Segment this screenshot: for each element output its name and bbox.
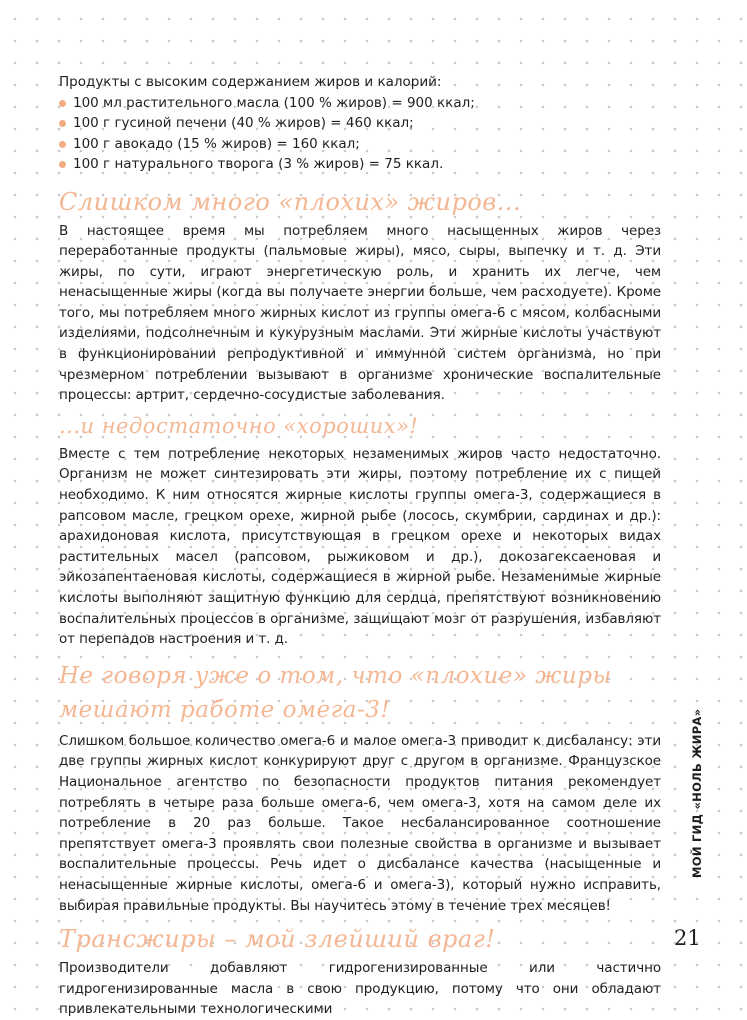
book-side-label: МОЙ ГИД «НОЛЬ ЖИРА» <box>690 708 704 878</box>
calorie-list-block <box>59 72 661 175</box>
calorie-list <box>59 93 661 175</box>
section-paragraph-good-fats: Вместе с тем потребление некоторых незаменимых жиров часто недостаточно. Организм не может синтезировать эти жиры, поэтому потребление их с пищей необходимо. К ним относятся жирные кислоты группы омега-3, содержащиеся в рапсовом масле, грецком орехе, жирной рыбе (лосось, скумбрии, сардинах и др.): арахидоновая кислота, присутствующая в грецком орехе и некоторых видах растительных масел (рапсовом, рыжиковом и др.), докозагексаеновая и эйкозапентаеновая кислоты, содержащиеся в жирной рыбе. Незаменимые жирные кислоты выполняют защитную функцию для сердца, препятствуют возникновению воспалительных процессов в организме, защищают мозг от разрушения, избавляют от перепадов настроения и т. д. <box>59 445 661 648</box>
list-item: 100 г авокадо (15 % жиров) = 160 ккал; <box>59 134 661 155</box>
section-paragraph-bad-fats: В настоящее время мы потребляем много насыщенных жиров через переработанные продукты (пальмовые жиры), мясо, сыры, выпечку и т. д. Эти жиры, по сути, играют энергетическую роль, и хранить их легче, чем ненасыщенные жиры (когда вы получаете энергии больше, чем расходуете). Кроме того, мы потребляем много жирных кислот из группы омега-6 с мясом, колбасными изделиями, подсолнечным и кукурузным маслами. Эти жирные кислоты участвуют в функционировании репродуктивной и иммунной систем организма, но при чрезмерном потреблении вызывают в организме хронические воспалительные процессы: артрит, сердечно-сосудистые заболевания. <box>59 222 661 404</box>
section-paragraph-trans-fats: Производители добавляют гидрогенизированные или частично гидрогенизированные масла в свою продукцию, потому что они обладают привлекательными технологическими <box>59 960 661 1018</box>
list-item: 100 мл растительного масла (100 % жиров) = 900 ккал; <box>59 93 661 114</box>
section-heading-bad-fats: Слишком много «плохих» жиров... <box>59 187 522 216</box>
calorie-list-lead: Продукты с высоким содержанием жиров и калорий: <box>59 74 442 90</box>
page-content <box>59 62 661 1020</box>
section-heading-good-fats: ...и недостаточно «хороших»! <box>59 413 419 438</box>
page-number: 21 <box>674 926 701 950</box>
section-heading-trans-fats: Трансжиры – мой злейший враг! <box>59 925 496 954</box>
section-heading-omega3: Не говоря уже о том, что «плохие» жиры мешают работе омега-3! <box>59 662 612 723</box>
list-item: 100 г натурального творога (3 % жиров) = 75 ккал. <box>59 154 661 175</box>
list-item: 100 г гусиной печени (40 % жиров) = 460 ккал; <box>59 113 661 134</box>
section-paragraph-omega3: Слишком большое количество омега-6 и малое омега-3 приводит к дисбалансу: эти две группы жирных кислот конкурируют друг с другом в организме. Французское Национальное агентство по безопасности продуктов питания рекомендует потреблять в четыре раза больше омега-6, чем омега-3, хотя на самом деле их потребление в 20 раз больше. Такое несбалансированное соотношение препятствует омега-3 проявлять свои полезные свойства в организме и вызывает воспалительные процессы. Речь идет о дисбалансе качества (насыщенные и ненасыщенные жирные кислоты, омега-6 и омега-3), который нужно исправить, выбирая правильные продукты. Вы научитесь этому в течение трех месяцев! <box>59 732 661 914</box>
